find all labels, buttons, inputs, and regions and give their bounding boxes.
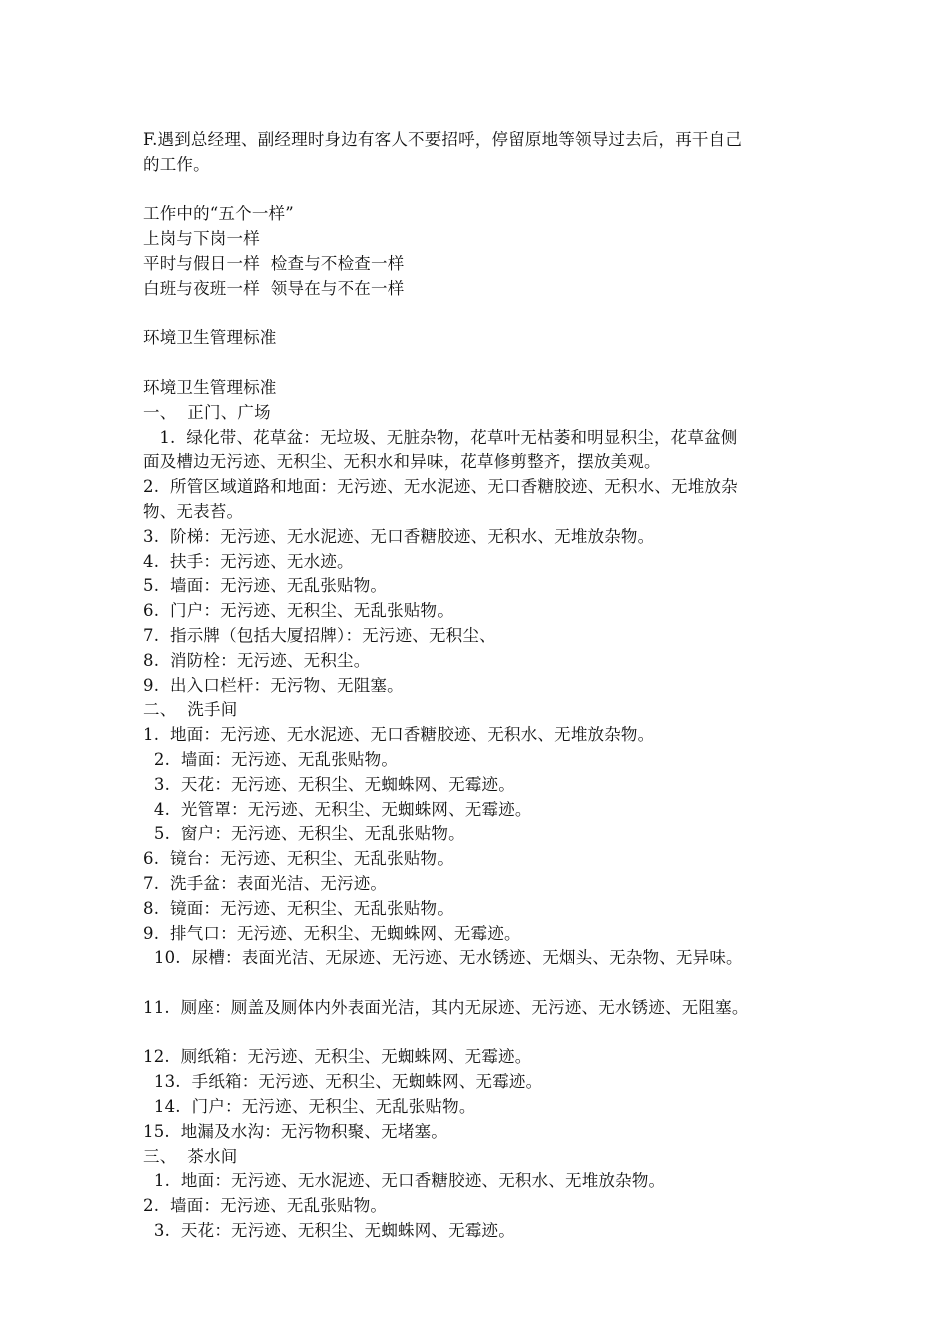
text-line: 白班与夜班一样 领导在与不在一样 [143, 278, 405, 298]
list-item: 8. 镜面：无污迹、无积尘、无乱张贴物。 [143, 898, 454, 918]
section-heading: 环境卫生管理标准 [143, 377, 277, 397]
list-item: 10. 尿槽：表面光洁、无尿迹、无污迹、无水锈迹、无烟头、无杂物、无异味。 [143, 948, 743, 968]
text-line: 平时与假日一样 检查与不检查一样 [143, 253, 405, 273]
list-item: 5. 墙面：无污迹、无乱张贴物。 [143, 576, 388, 596]
list-item: 8. 消防栓：无污迹、无积尘。 [143, 650, 371, 670]
list-item: 14. 门户：无污迹、无积尘、无乱张贴物。 [143, 1097, 476, 1117]
list-item: 2. 墙面：无污迹、无乱张贴物。 [143, 749, 399, 769]
list-item: 3. 阶梯：无污迹、无水泥迹、无口香糖胶迹、无积水、无堆放杂物。 [143, 526, 655, 546]
list-item: 11. 厕座：厕盖及厕体内外表面光洁，其内无尿迹、无污迹、无水锈迹、无阻塞。 [143, 997, 749, 1017]
subsection-heading: 三、 茶水间 [143, 1146, 238, 1166]
blank-line [143, 302, 843, 327]
list-item-continuation: 物、无表苔。 [143, 501, 244, 521]
list-item: 3. 天花：无污迹、无积尘、无蜘蛛网、无霉迹。 [143, 774, 515, 794]
blank-line [143, 971, 843, 996]
list-item: 7. 指示牌（包括大厦招牌）：无污迹、无积尘、 [143, 625, 496, 645]
list-item: 13. 手纸箱：无污迹、无积尘、无蜘蛛网、无霉迹。 [143, 1072, 543, 1092]
list-item-continuation: 面及槽边无污迹、无积尘、无积水和异味，花草修剪整齐，摆放美观。 [143, 452, 661, 472]
section-heading: 环境卫生管理标准 [143, 328, 277, 348]
list-item: 7. 洗手盆：表面光洁、无污迹。 [143, 873, 388, 893]
text-line: 的工作。 [143, 154, 210, 174]
section-heading: 工作中的“五个一样” [143, 204, 294, 224]
list-item: 1. 地面：无污迹、无水泥迹、无口香糖胶迹、无积水、无堆放杂物。 [143, 725, 655, 745]
list-item: 6. 门户：无污迹、无积尘、无乱张贴物。 [143, 601, 454, 621]
list-item: 5. 窗户：无污迹、无积尘、无乱张贴物。 [143, 824, 465, 844]
list-item: 9. 出入口栏杆：无污物、无阻塞。 [143, 675, 404, 695]
list-item: 3. 天花：无污迹、无积尘、无蜘蛛网、无霉迹。 [143, 1221, 515, 1241]
text-line: 上岗与下岗一样 [143, 229, 260, 249]
document-page [143, 128, 843, 1244]
list-item: 4. 扶手：无污迹、无水迹。 [143, 551, 354, 571]
text-line: F.遇到总经理、副经理时身边有客人不要招呼，停留原地等领导过去后，再干自己 [143, 130, 743, 149]
subsection-heading: 二、 洗手间 [143, 700, 238, 720]
list-item: 6. 镜台：无污迹、无积尘、无乱张贴物。 [143, 849, 454, 869]
subsection-heading: 一、 正门、广场 [143, 402, 271, 422]
list-item: 2. 所管区域道路和地面：无污迹、无水泥迹、无口香糖胶迹、无积水、无堆放杂 [143, 477, 738, 497]
list-item: 9. 排气口：无污迹、无积尘、无蜘蛛网、无霉迹。 [143, 923, 521, 943]
list-item: 15. 地漏及水沟：无污物积聚、无堵塞。 [143, 1121, 448, 1141]
list-item: 1. 地面：无污迹、无水泥迹、无口香糖胶迹、无积水、无堆放杂物。 [143, 1171, 666, 1191]
list-item: 4. 光管罩：无污迹、无积尘、无蜘蛛网、无霉迹。 [143, 799, 532, 819]
blank-line [143, 1021, 843, 1046]
blank-line [143, 178, 843, 203]
list-item: 2. 墙面：无污迹、无乱张贴物。 [143, 1196, 388, 1216]
list-item: 12. 厕纸箱：无污迹、无积尘、无蜘蛛网、无霉迹。 [143, 1047, 532, 1067]
list-item: 1. 绿化带、花草盆：无垃圾、无脏杂物，花草叶无枯萎和明显积尘，花草盆侧 [143, 427, 738, 447]
blank-line [143, 351, 843, 376]
